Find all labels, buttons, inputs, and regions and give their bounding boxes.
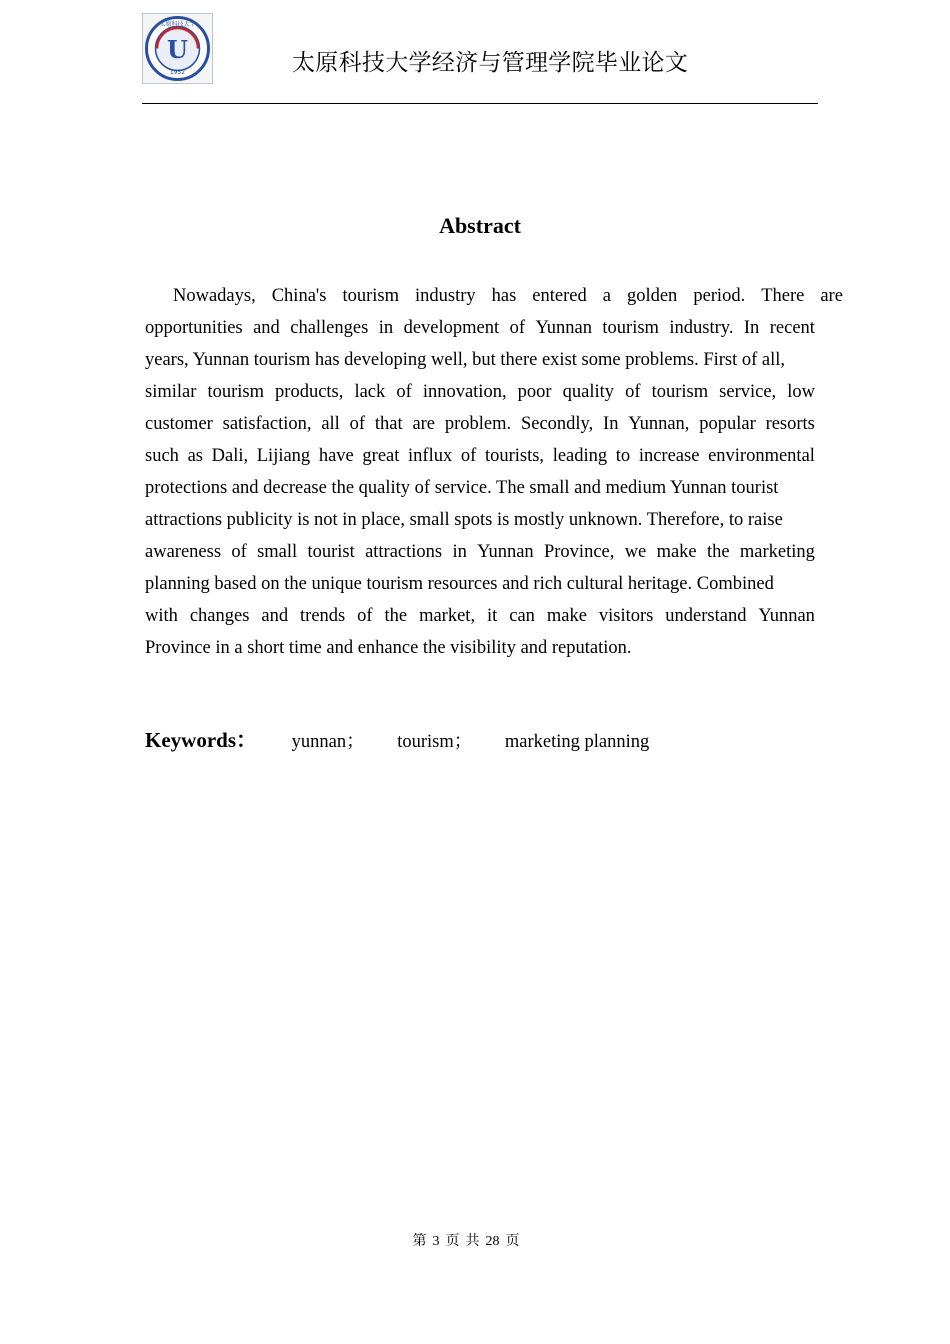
abstract-line xyxy=(145,440,815,472)
abstract-word: of xyxy=(349,414,366,434)
abstract-word: are xyxy=(412,414,436,434)
abstract-word: influx xyxy=(408,446,453,466)
footer-di: 第 xyxy=(412,1234,427,1249)
header-divider xyxy=(142,103,818,104)
footer-total-pages: 28 xyxy=(485,1234,500,1249)
abstract-word: it xyxy=(487,606,498,626)
footer-gong: 共 xyxy=(465,1234,480,1249)
abstract-word: in xyxy=(452,542,467,562)
abstract-line: Province in a short time and enhance the visibility and reputation. xyxy=(145,638,632,658)
abstract-word: tourism xyxy=(602,318,659,338)
abstract-word: China's xyxy=(271,286,327,306)
abstract-word: awareness xyxy=(145,542,222,562)
abstract-word: tourism xyxy=(207,382,264,402)
abstract-word: small xyxy=(257,542,298,562)
abstract-word: Yunnan, xyxy=(628,414,690,434)
abstract-word: similar xyxy=(145,382,197,402)
abstract-word: market, xyxy=(419,606,476,626)
abstract-word: Secondly, xyxy=(520,414,594,434)
abstract-word: problem. xyxy=(444,414,512,434)
abstract-word: Province, xyxy=(543,542,615,562)
abstract-word: to xyxy=(615,446,631,466)
abstract-word: such xyxy=(145,446,179,466)
keywords-row xyxy=(145,724,677,758)
abstract-word: environmental xyxy=(708,446,815,466)
abstract-word: of xyxy=(625,382,641,402)
abstract-word: low xyxy=(787,382,815,402)
abstract-word: tourism xyxy=(651,382,709,402)
abstract-word: of xyxy=(357,606,373,626)
abstract-word: There xyxy=(761,286,805,306)
abstract-word: service, xyxy=(719,382,777,402)
keyword-item: marketing planning xyxy=(504,732,650,752)
abstract-line: planning based on the unique tourism resources and rich cultural heritage. Combined xyxy=(145,574,774,594)
abstract-word: In xyxy=(743,318,760,338)
abstract-word: resorts xyxy=(765,414,815,434)
keyword-item: yunnan； xyxy=(291,732,365,752)
abstract-word: tourist xyxy=(307,542,355,562)
footer-page-number: 3 xyxy=(432,1234,440,1249)
abstract-word: entered xyxy=(532,286,587,306)
abstract-word: increase xyxy=(638,446,700,466)
abstract-word: Lijiang xyxy=(256,446,311,466)
abstract-word: recent xyxy=(769,318,815,338)
abstract-word: Dali, xyxy=(211,446,249,466)
abstract-line: protections and decrease the quality of service. The small and medium Yunnan tourist xyxy=(145,478,779,498)
abstract-word: understand xyxy=(665,606,747,626)
abstract-line xyxy=(145,536,815,568)
abstract-word: satisfaction, xyxy=(222,414,312,434)
abstract-word: opportunities xyxy=(145,318,243,338)
abstract-word: golden xyxy=(626,286,678,306)
abstract-body xyxy=(145,280,843,664)
abstract-word: has xyxy=(491,286,517,306)
abstract-word: Nowadays, xyxy=(173,286,256,306)
abstract-word: make xyxy=(656,542,697,562)
logo-letter: U xyxy=(167,35,188,64)
abstract-word: changes xyxy=(189,606,250,626)
abstract-line xyxy=(145,280,843,312)
abstract-word: a xyxy=(602,286,611,306)
abstract-word: innovation, xyxy=(422,382,507,402)
abstract-word: industry. xyxy=(669,318,734,338)
abstract-word: visitors xyxy=(598,606,654,626)
abstract-word: of xyxy=(231,542,247,562)
abstract-word: the xyxy=(384,606,408,626)
footer-ye: 页 xyxy=(445,1234,460,1249)
abstract-word: Yunnan xyxy=(535,318,592,338)
abstract-word: industry xyxy=(414,286,476,306)
keyword-item: tourism； xyxy=(397,732,473,752)
abstract-line: years, Yunnan tourism has developing well, but there exist some problems. First of all, xyxy=(145,350,786,370)
university-emblem-icon xyxy=(142,13,213,84)
abstract-word: of xyxy=(460,446,477,466)
abstract-word: attractions xyxy=(365,542,443,562)
abstract-line: attractions publicity is not in place, small spots is mostly unknown. Therefore, to raise xyxy=(145,510,783,530)
abstract-word: In xyxy=(603,414,619,434)
abstract-word: leading xyxy=(552,446,608,466)
abstract-title: Abstract xyxy=(439,213,521,238)
abstract-word: development xyxy=(403,318,500,338)
abstract-word: trends xyxy=(300,606,346,626)
abstract-word: in xyxy=(378,318,394,338)
logo-year: 1952 xyxy=(169,69,186,76)
header-title: 太原科技大学经济与管理学院毕业论文 xyxy=(292,50,689,76)
abstract-word: tourism xyxy=(342,286,399,306)
abstract-word: period. xyxy=(693,286,746,306)
abstract-word: have xyxy=(318,446,354,466)
abstract-word: challenges xyxy=(290,318,369,338)
abstract-word: great xyxy=(362,446,400,466)
keywords-label: Keywords： xyxy=(145,728,257,752)
abstract-word: and xyxy=(253,318,280,338)
abstract-word: and xyxy=(261,606,289,626)
abstract-line xyxy=(145,600,815,632)
abstract-word: Yunnan xyxy=(758,606,815,626)
abstract-word: quality xyxy=(562,382,615,402)
abstract-word: of xyxy=(396,382,412,402)
abstract-word: lack xyxy=(354,382,386,402)
abstract-word: of xyxy=(509,318,525,338)
page-footer xyxy=(0,1232,950,1252)
abstract-word: as xyxy=(187,446,203,466)
abstract-word: popular xyxy=(699,414,756,434)
abstract-word: customer xyxy=(145,414,213,434)
abstract-word: can xyxy=(509,606,535,626)
abstract-word: we xyxy=(624,542,647,562)
abstract-word: the xyxy=(706,542,730,562)
abstract-line xyxy=(145,312,815,344)
abstract-word: with xyxy=(145,606,178,626)
abstract-word: make xyxy=(546,606,587,626)
abstract-word: that xyxy=(374,414,403,434)
abstract-word: tourists, xyxy=(484,446,545,466)
abstract-word: poor xyxy=(517,382,552,402)
logo-top-text: 太原科技大学 xyxy=(159,21,196,28)
footer-ye: 页 xyxy=(505,1234,520,1249)
abstract-line xyxy=(145,376,815,408)
abstract-line xyxy=(145,408,815,440)
abstract-word: all xyxy=(321,414,340,434)
abstract-word: Yunnan xyxy=(477,542,534,562)
abstract-word: products, xyxy=(275,382,344,402)
abstract-word: are xyxy=(820,286,843,306)
abstract-word: marketing xyxy=(739,542,815,562)
